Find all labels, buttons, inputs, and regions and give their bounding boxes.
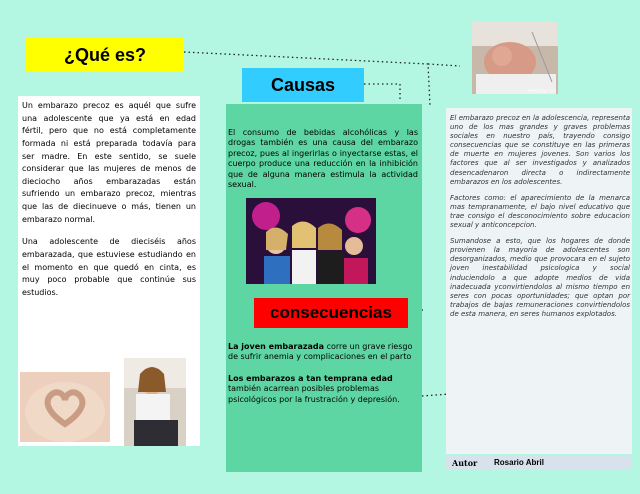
- hands-heart-belly-image: [20, 372, 110, 442]
- context-text: [450, 114, 630, 326]
- page-title: ¿Qué es?: [26, 38, 184, 72]
- consequence-1: [228, 342, 418, 363]
- definition-paragraph-1: Un embarazo precoz es aquél que sufre una adolescente que ya está en edad fértil, pero que no está completamente formada ni está preparada todavía para ser madre. En este sentido, se suele considerar que las mujeres de menos de dieciocho años embarazadas están sufriendo un embarazo precoz, mientras que las de diecinueve o más, tienen un embarazo normal.: [22, 101, 196, 224]
- newborn-image: [472, 22, 558, 94]
- party-girls-image: [246, 198, 376, 284]
- consequence-2-text: también acarrean posibles problemas psicológicos por la frustración y depresión.: [228, 384, 400, 404]
- context-paragraph-1: El embarazo precoz en la adolescencia, representa uno de los mas grandes y graves problemas sociales en nuestro país, trayendo consigo consecuencias que se constituye en las primeras de muerte en mujeres jovenes. Son varios los factores que al ser investigados y analizados desencadenaron directa o indirectamente embarazos en los adolescentes.: [450, 114, 630, 186]
- pregnant-teen-image: [124, 358, 186, 446]
- author-name: Rosario Abril: [494, 458, 544, 467]
- causes-text: El consumo de bebidas alcohólicas y las drogas también es una causa del embarazo precoz, pues al ingerirlas o inyectarse estas, el cuerpo produce una reducción en la inhibición que de alguna manera estimula la actividad sexual.: [228, 128, 418, 189]
- definition-paragraph-2: Una adolescente de dieciséis años embarazada, que estuviese estudiando en el momento en que quedó en cinta, es muy poco probable que continúe sus estudios.: [22, 237, 196, 297]
- context-paragraph-3: Sumandose a esto, que los hogares de donde provienen la mayoria de adolescentes son desorganizados, medio que provocara en el sujeto joven inestabilidad psicologica y social induciendolo a que adopte medios de vida inadecuada yconvirtiendolos al mismo tiempo en seres con pocas oportunidades; que optan por trabajos de bajas remuneraciones convirtiendolos de esta manera, en seres humanos explotados.: [450, 237, 630, 318]
- consequence-2-bold: Los embarazos a tan temprana edad: [228, 374, 393, 383]
- causes-heading: Causas: [242, 68, 364, 102]
- consequence-1-text: corre un grave riesgo de sufrir anemia y complicaciones en el parto: [228, 342, 413, 362]
- photo-caption: news.chy.rl.ua: [527, 88, 556, 93]
- consequence-2: [228, 374, 418, 405]
- context-paragraph-2: Factores como: el aparecimiento de la menarca mas tempranamente, el bajo nivel educativo que trae consigo el desconocimiento sobre educacion sexual y anticoncepcion.: [450, 193, 630, 230]
- consequence-1-bold: La joven embarazada: [228, 342, 325, 351]
- consequences-heading: consecuencias: [254, 298, 408, 328]
- author-label: Autor: [452, 458, 478, 468]
